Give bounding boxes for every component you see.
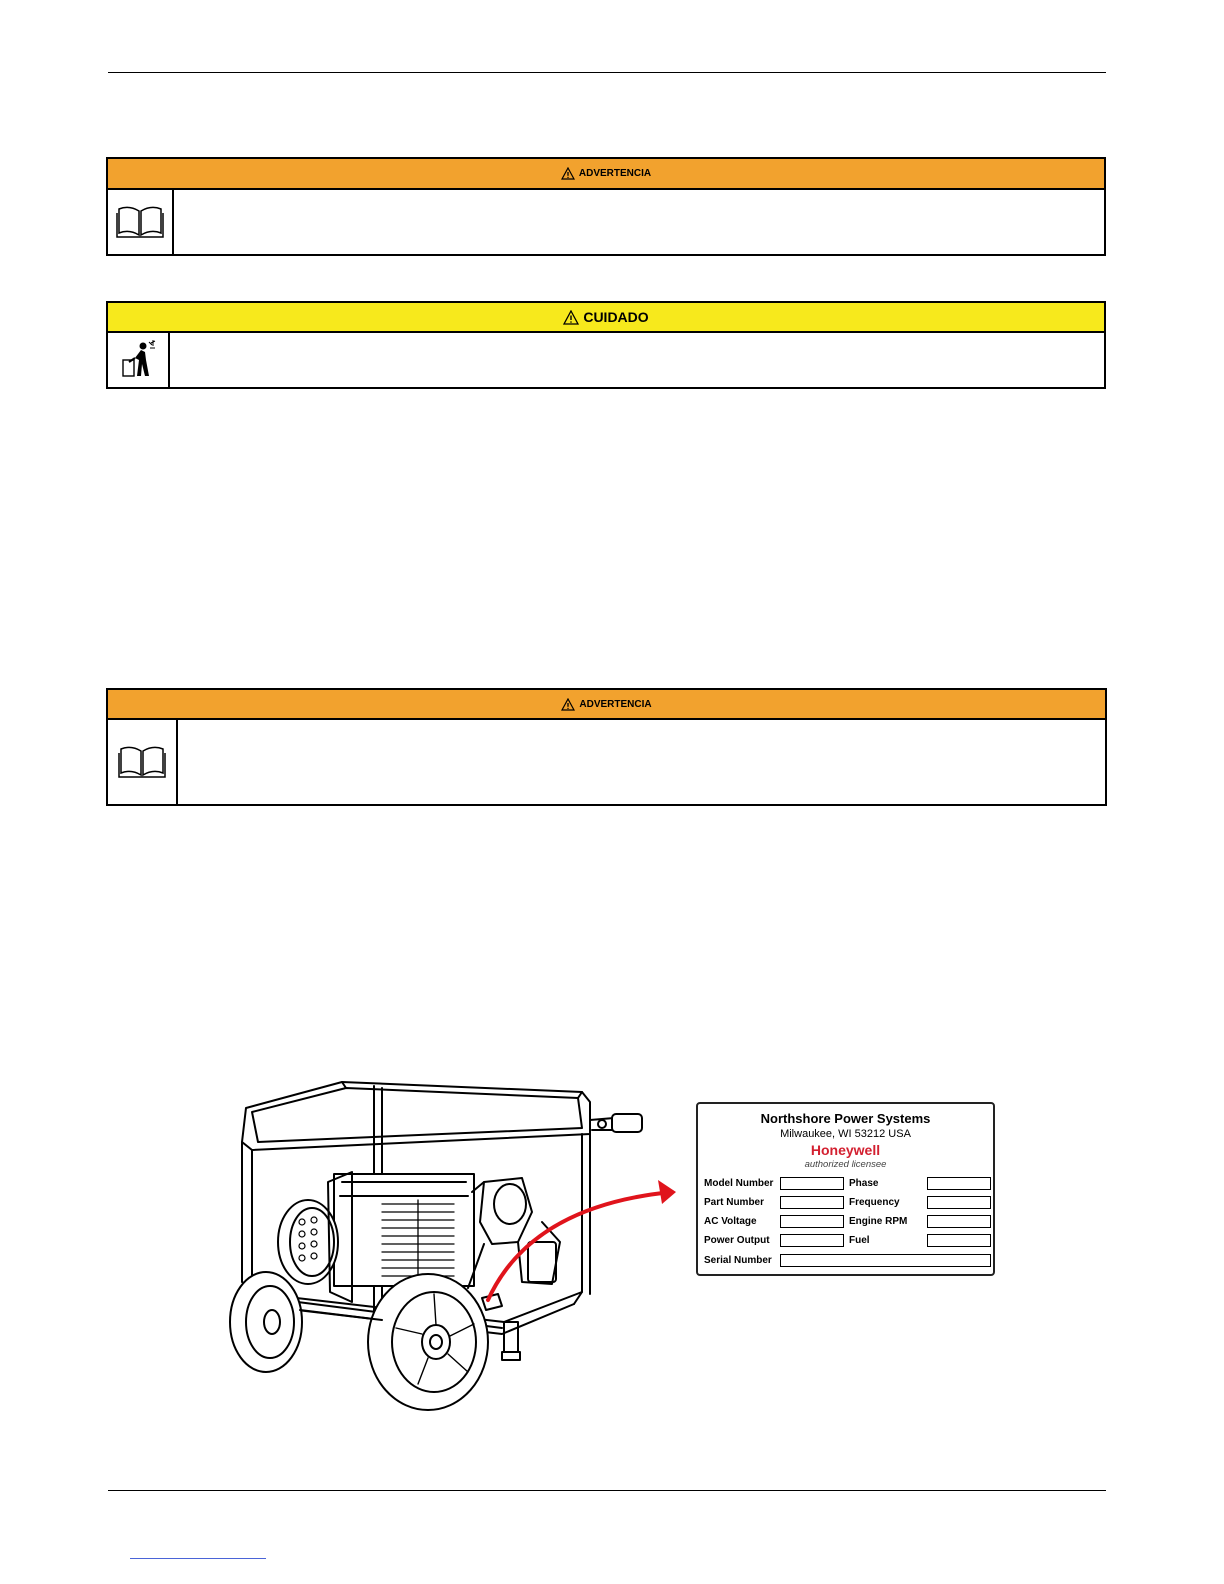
caution-box bbox=[106, 301, 1106, 389]
plate-label-model-number: Model Number bbox=[704, 1178, 774, 1189]
warning-triangle-icon bbox=[561, 167, 575, 180]
label-location-arrow bbox=[480, 1170, 700, 1310]
warning-box-2 bbox=[106, 688, 1107, 806]
plate-label-serial-number: Serial Number bbox=[704, 1255, 772, 1266]
footer-rule bbox=[108, 1490, 1106, 1491]
plate-brand-logo: Honeywell bbox=[810, 1142, 881, 1158]
heavy-lifting-icon bbox=[108, 333, 170, 387]
plate-box-power-output bbox=[780, 1234, 844, 1247]
caution-triangle-icon bbox=[563, 310, 579, 325]
warning-heading: ADVERTENCIA bbox=[579, 698, 652, 710]
plate-label-frequency: Frequency bbox=[849, 1197, 900, 1208]
plate-label-fuel: Fuel bbox=[849, 1235, 870, 1246]
plate-box-engine-rpm bbox=[927, 1215, 991, 1228]
generator-nameplate bbox=[696, 1102, 995, 1276]
plate-box-part-number bbox=[780, 1196, 844, 1209]
header-rule bbox=[108, 72, 1106, 73]
plate-label-phase: Phase bbox=[849, 1178, 879, 1189]
plate-box-phase bbox=[927, 1177, 991, 1190]
caution-body bbox=[170, 333, 1104, 387]
plate-box-ac-voltage bbox=[780, 1215, 844, 1228]
warning-triangle-icon bbox=[561, 698, 575, 711]
plate-label-part-number: Part Number bbox=[704, 1197, 765, 1208]
warning-header bbox=[108, 159, 1104, 190]
plate-company-name: Northshore Power Systems bbox=[760, 1111, 931, 1126]
plate-box-serial-number bbox=[780, 1254, 991, 1267]
caution-heading: CUIDADO bbox=[583, 309, 649, 325]
warning-box-1 bbox=[106, 157, 1106, 256]
warning-body bbox=[178, 720, 1105, 804]
plate-box-frequency bbox=[927, 1196, 991, 1209]
warning-heading: ADVERTENCIA bbox=[578, 168, 652, 179]
plate-label-power-output: Power Output bbox=[704, 1235, 770, 1246]
footer-link-underline bbox=[130, 1558, 266, 1559]
plate-label-engine-rpm: Engine RPM bbox=[849, 1216, 908, 1227]
plate-box-model-number bbox=[780, 1177, 844, 1190]
plate-address: Milwaukee, WI 53212 USA bbox=[780, 1128, 911, 1140]
plate-label-ac-voltage: AC Voltage bbox=[704, 1216, 757, 1227]
read-manual-icon bbox=[108, 190, 174, 254]
plate-box-fuel bbox=[927, 1234, 991, 1247]
warning-body bbox=[174, 190, 1104, 254]
read-manual-icon bbox=[108, 720, 178, 804]
plate-licensee-text: authorized licensee bbox=[804, 1159, 887, 1170]
caution-header bbox=[108, 303, 1104, 333]
warning-header bbox=[108, 690, 1105, 720]
